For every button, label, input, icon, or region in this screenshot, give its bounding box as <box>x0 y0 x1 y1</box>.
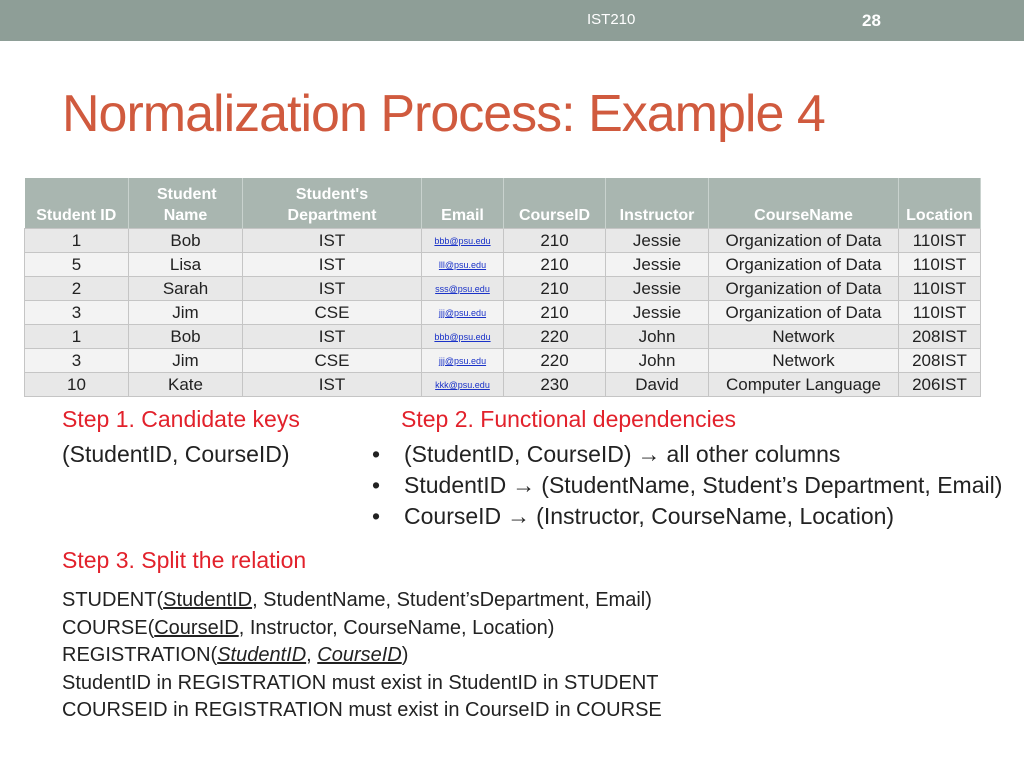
bullet-icon: • <box>372 503 381 529</box>
table-cell: Sarah <box>129 277 243 301</box>
dependency-dependent: (StudentName, Student’s Department, Email) <box>541 472 1003 498</box>
dependency-dependent: all other columns <box>666 441 841 467</box>
step1-heading: Step 1. Candidate keys <box>62 406 300 432</box>
email-link[interactable]: kkk@psu.edu <box>435 380 490 390</box>
table-cell: Network <box>709 325 899 349</box>
course-key: CourseID <box>154 616 239 639</box>
email-link[interactable]: lll@psu.edu <box>438 260 487 270</box>
table-cell: CSE <box>243 349 422 373</box>
table-cell: 3 <box>25 349 129 373</box>
table-cell <box>422 277 504 301</box>
table-cell: 220 <box>504 325 606 349</box>
table-row <box>25 349 981 373</box>
table-cell: IST <box>243 277 422 301</box>
table-cell: 210 <box>504 229 606 253</box>
step2-heading: Step 2. Functional dependencies <box>401 406 737 432</box>
table-cell: 210 <box>504 253 606 277</box>
table-cell: 10 <box>25 373 129 397</box>
table-cell: Jim <box>129 349 243 373</box>
table-cell: Lisa <box>129 253 243 277</box>
email-link[interactable]: sss@psu.edu <box>435 284 490 294</box>
dependency-determinant: (StudentID, CourseID) <box>404 441 632 467</box>
table-cell: 110IST <box>899 229 981 253</box>
table-cell: Jim <box>129 301 243 325</box>
arrow-icon: → <box>637 441 661 467</box>
table-cell: Organization of Data <box>709 229 899 253</box>
table-cell: 110IST <box>899 301 981 325</box>
table-row <box>25 301 981 325</box>
email-link[interactable]: jjj@psu.edu <box>438 308 487 318</box>
table-cell <box>422 373 504 397</box>
dependency-determinant: StudentID <box>404 472 507 498</box>
table-cell: Bob <box>129 325 243 349</box>
table-row <box>25 229 981 253</box>
table-cell: IST <box>243 253 422 277</box>
table-cell: 2 <box>25 277 129 301</box>
table-cell: John <box>606 325 709 349</box>
table-cell: Bob <box>129 229 243 253</box>
table-cell: Jessie <box>606 301 709 325</box>
table-cell: 1 <box>25 229 129 253</box>
candidate-keys: (StudentID, CourseID) <box>62 441 290 467</box>
table-row <box>25 373 981 397</box>
data-table <box>24 178 981 397</box>
table-row <box>25 325 981 349</box>
column-header: Student Name <box>129 178 243 229</box>
table-cell <box>422 325 504 349</box>
course-relation: COURSE(CourseID, Instructor, CourseName, Location) <box>62 616 555 639</box>
table-cell: 3 <box>25 301 129 325</box>
table-cell: CSE <box>243 301 422 325</box>
table-cell: IST <box>243 373 422 397</box>
table-cell: David <box>606 373 709 397</box>
header-bar <box>0 0 1024 41</box>
table-cell: 220 <box>504 349 606 373</box>
column-header: Location <box>899 178 981 229</box>
column-header: CourseName <box>709 178 899 229</box>
table-cell: 210 <box>504 301 606 325</box>
table-cell <box>422 349 504 373</box>
table-cell <box>422 253 504 277</box>
page-number: 28 <box>862 11 881 30</box>
table-cell: 110IST <box>899 277 981 301</box>
dependency-list <box>372 439 1012 532</box>
table-header-row <box>25 178 981 229</box>
table-cell: 5 <box>25 253 129 277</box>
course-code: IST210 <box>587 11 636 28</box>
dependency-determinant: CourseID <box>404 503 502 529</box>
step3-heading: Step 3. Split the relation <box>62 547 307 573</box>
registration-key-course: CourseID <box>317 644 402 666</box>
arrow-icon: → <box>507 503 531 529</box>
table-cell: 208IST <box>899 325 981 349</box>
table-cell: Jessie <box>606 253 709 277</box>
table-cell <box>422 229 504 253</box>
table-cell: 208IST <box>899 349 981 373</box>
registration-relation: REGISTRATION(StudentID, CourseID) <box>62 644 409 666</box>
bullet-icon: • <box>372 441 381 467</box>
table-cell: Kate <box>129 373 243 397</box>
column-header: Email <box>422 178 504 229</box>
email-link[interactable]: jjj@psu.edu <box>438 356 487 366</box>
table-cell: 1 <box>25 325 129 349</box>
table-cell: IST <box>243 325 422 349</box>
dependency-item <box>372 501 1012 532</box>
constraint-course: COURSEID in REGISTRATION must exist in CourseID in COURSE <box>62 699 662 721</box>
column-header: Student's Department <box>243 178 422 229</box>
slide-title: Normalization Process: Example 4 <box>62 85 825 143</box>
column-header: Instructor <box>606 178 709 229</box>
table-cell: 110IST <box>899 253 981 277</box>
bullet-icon: • <box>372 472 381 498</box>
table-cell: John <box>606 349 709 373</box>
table-cell: 206IST <box>899 373 981 397</box>
table-body <box>25 229 981 397</box>
dependency-dependent: (Instructor, CourseName, Location) <box>536 503 895 529</box>
table-cell: Organization of Data <box>709 277 899 301</box>
relation-schemas <box>62 587 662 725</box>
constraint-student: StudentID in REGISTRATION must exist in StudentID in STUDENT <box>62 671 659 694</box>
table-cell: Organization of Data <box>709 253 899 277</box>
dependency-item <box>372 470 1012 501</box>
column-header: CourseID <box>504 178 606 229</box>
table-cell: 230 <box>504 373 606 397</box>
table-cell: Jessie <box>606 229 709 253</box>
email-link[interactable]: bbb@psu.edu <box>434 332 491 342</box>
student-relation: STUDENT(StudentID, StudentName, Student’sDepartment, Email) <box>62 589 652 611</box>
table-cell: Jessie <box>606 277 709 301</box>
table-cell: IST <box>243 229 422 253</box>
table-cell: 210 <box>504 277 606 301</box>
table-cell: Computer Language <box>709 373 899 397</box>
column-header: Student ID <box>25 178 129 229</box>
arrow-icon: → <box>512 472 536 498</box>
table-cell: Network <box>709 349 899 373</box>
registration-key-student: StudentID <box>217 644 307 666</box>
table-cell: Organization of Data <box>709 301 899 325</box>
table-cell <box>422 301 504 325</box>
table-row <box>25 277 981 301</box>
email-link[interactable]: bbb@psu.edu <box>434 236 491 246</box>
dependency-item <box>372 439 1012 470</box>
student-key: StudentID <box>163 589 253 611</box>
table-row <box>25 253 981 277</box>
